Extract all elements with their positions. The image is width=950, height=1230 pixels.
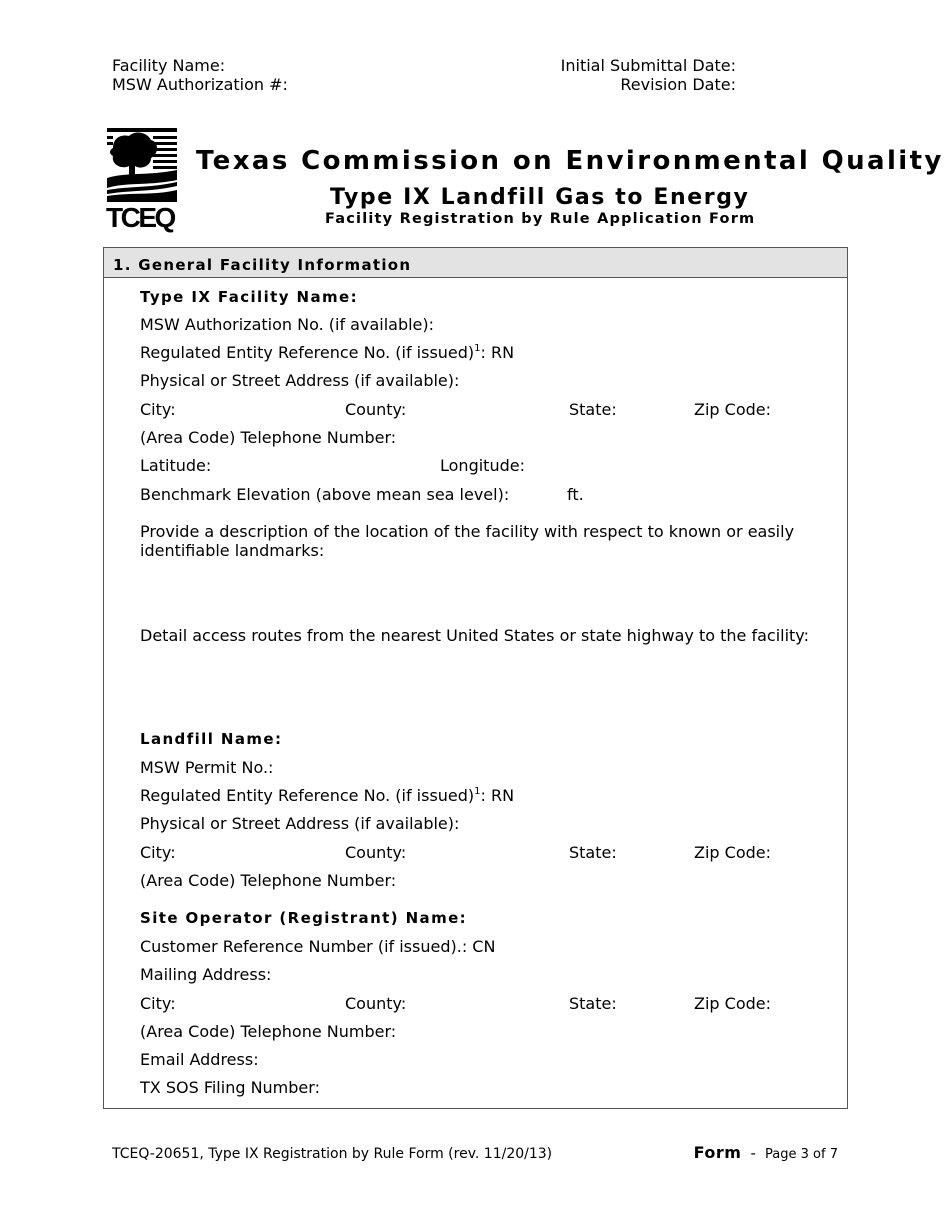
form-type-title: Type IX Landfill Gas to Energy [330,185,750,210]
operator-email-label: Email Address: [140,1050,259,1069]
operator-zip-label: Zip Code: [694,994,771,1013]
facility-description-line1: Provide a description of the location of the facility with respect to known or easily [140,522,795,541]
facility-address-label: Physical or Street Address (if available): [140,371,460,390]
footer-dash: - [750,1144,756,1162]
operator-mailing-label: Mailing Address: [140,965,272,984]
facility-elevation-unit: ft. [567,485,584,504]
facility-phone-label: (Area Code) Telephone Number: [140,428,397,447]
landfill-city-label: City: [140,843,176,862]
form-name-title: Facility Registration by Rule Application Form [325,211,756,227]
landfill-zip-label: Zip Code: [694,843,771,862]
operator-state-label: State: [569,994,617,1013]
operator-city-label: City: [140,994,176,1013]
tceq-logo [107,128,177,234]
section-header [104,248,847,278]
landfill-phone-label: (Area Code) Telephone Number: [140,871,397,890]
landfill-permit-no-label: MSW Permit No.: [140,758,274,777]
footer-form-word: Form [693,1143,742,1162]
initial-submittal-date-header: Initial Submittal Date: [560,56,736,75]
facility-name-header: Facility Name: [112,56,226,75]
facility-county-label: County: [345,400,407,419]
facility-latitude-label: Latitude: [140,456,212,475]
landfill-rn-label: Regulated Entity Reference No. (if issued)$^1$: RN [140,786,515,805]
landfill-county-label: County: [345,843,407,862]
landfill-state-label: State: [569,843,617,862]
footer-page-number: Page 3 of 7 [765,1147,838,1162]
agency-title: Texas Commission on Environmental Quality [196,146,944,176]
facility-longitude-label: Longitude: [440,456,525,475]
section-heading: 1. General Facility Information [113,256,412,274]
revision-date-header: Revision Date: [620,75,736,94]
operator-name-label: Site Operator (Registrant) Name: [140,909,468,927]
operator-sos-label: TX SOS Filing Number: [140,1078,320,1097]
facility-name-label: Type IX Facility Name: [140,288,358,306]
msw-authorization-no-label: MSW Authorization No. (if available): [140,315,435,334]
landfill-address-label: Physical or Street Address (if available): [140,814,460,833]
facility-rn-label: Regulated Entity Reference No. (if issued)$^1$: RN [140,343,515,362]
facility-city-label: City: [140,400,176,419]
facility-zip-label: Zip Code: [694,400,771,419]
operator-cn-label: Customer Reference Number (if issued).: CN [140,937,496,956]
landfill-name-label: Landfill Name: [140,730,283,748]
facility-access-routes-label: Detail access routes from the nearest United States or state highway to the facility: [140,626,809,645]
footer-form-id: TCEQ-20651, Type IX Registration by Rule Form (rev. 11/20/13) [112,1146,553,1162]
facility-description-line2: identifiable landmarks: [140,541,325,560]
operator-county-label: County: [345,994,407,1013]
msw-authorization-header: MSW Authorization #: [112,75,288,94]
facility-state-label: State: [569,400,617,419]
tceq-logo-text: TCEQ [106,202,174,233]
facility-elevation-label: Benchmark Elevation (above mean sea level): [140,485,510,504]
operator-phone-label: (Area Code) Telephone Number: [140,1022,397,1041]
footer-page-info [694,1145,838,1161]
